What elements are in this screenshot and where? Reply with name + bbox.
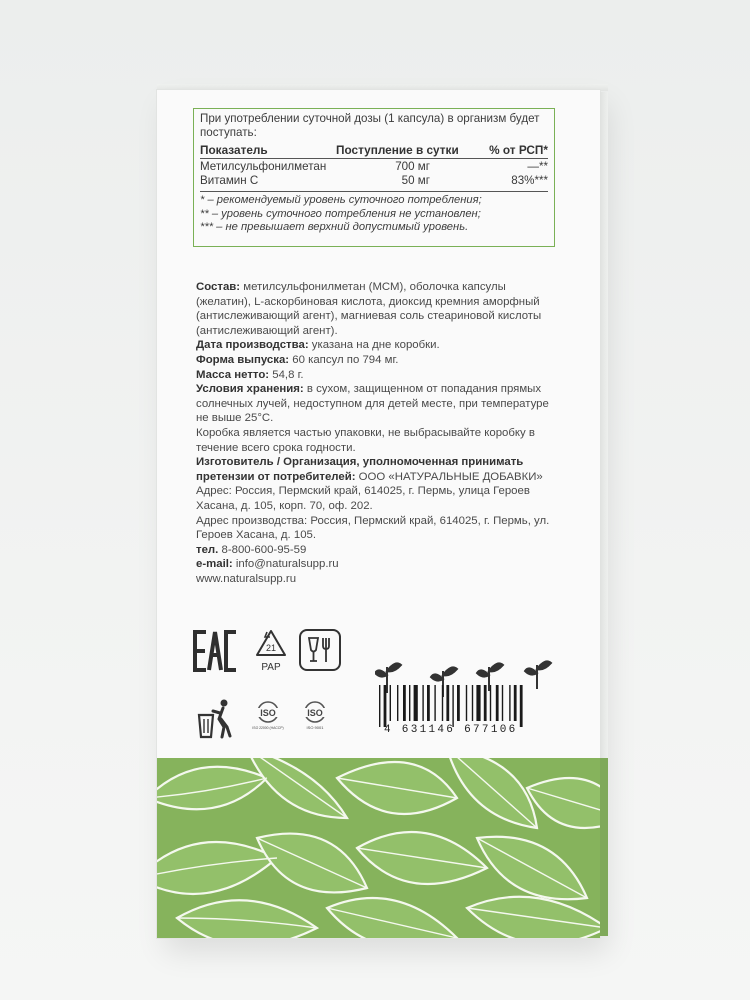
table-divider (200, 191, 548, 192)
phone-label: тел. (196, 543, 219, 556)
header-pct: % от РСП* (489, 143, 548, 157)
release-form (196, 353, 556, 368)
iso-9001-badge-icon (297, 700, 333, 736)
composition-label: Состав: (196, 281, 241, 293)
barcode-bar (457, 685, 460, 721)
barcode-bar (403, 685, 406, 721)
release-form-label: Форма выпуска: (196, 353, 290, 366)
iso1-top: ISO (260, 708, 276, 718)
website: www.naturalsupp.ru (196, 572, 297, 585)
net-mass (196, 368, 556, 383)
email-text: info@naturalsupp.ru (232, 558, 339, 571)
recycle-pap-icon (254, 628, 288, 676)
manufacturer-label: Изготовитель / Организация, уполномоченная принимать претензии от потребителей: (196, 456, 524, 483)
barcode-bar (427, 685, 430, 721)
phone-text: 8-800-600-95-59 (218, 543, 307, 556)
nutrition-intro: При употреблении суточной дозы (1 капсула) в организм будет поступать: (200, 112, 540, 139)
barcode-bar (409, 685, 410, 721)
barcode-bar (384, 685, 387, 727)
iso2-top: ISO (307, 708, 323, 718)
barcode-bar (379, 685, 380, 727)
storage-text: в сухом, защищенном от попадания прямых солнечных лучей, недоступном для детей месте, при температуре не выше 25°С. (196, 383, 549, 425)
net-mass-text: 54,8 г. (269, 368, 304, 381)
barcode-bar (509, 685, 510, 721)
barcode-bar (422, 685, 423, 721)
barcode-bar (414, 685, 418, 721)
barcode-bar (502, 685, 503, 721)
product-info (196, 280, 556, 586)
leaf-pattern-band (157, 758, 600, 938)
barcode-bar (452, 685, 453, 727)
manufacturer-text: ООО «НАТУРАЛЬНЫЕ ДОБАВКИ» (355, 470, 543, 483)
header-daily-intake: Поступление в сутки (336, 143, 459, 157)
barcode-bar (397, 685, 398, 721)
barcode-bar (472, 685, 473, 721)
barcode-bar (442, 685, 443, 721)
footnote: *** – не превышает верхний допустимый уровень. (200, 221, 469, 233)
iso1-bottom: ISO 22000 (HACCP) (252, 726, 284, 730)
address: Адрес: Россия, Пермский край, 614025, г. Пермь, улица Героев Хасана, д. 105, корп. 70, оф. 202. (196, 485, 530, 512)
composition-text: метилсульфонилметан (МСМ), оболочка капсулы (желатин), L-аскорбиновая кислота, диоксид кремния аморфный (антислеживающий агент), магниевая соль стеариновой кислоты (антислеживающий агент). (196, 281, 542, 337)
box-side-leaf-edge (600, 758, 608, 936)
nutrition-row (200, 174, 548, 188)
storage-label: Условия хранения: (196, 383, 304, 396)
barcode-bar (484, 685, 487, 721)
email (196, 557, 556, 572)
barcode-bar (476, 685, 480, 721)
barcode-bar (520, 685, 523, 727)
net-mass-label: Масса нетто: (196, 368, 270, 381)
phone (196, 543, 556, 558)
dispose-in-bin-icon (196, 697, 236, 739)
barcode-digits: 4 631146 677106 (384, 724, 518, 736)
email-label: e-mail: (196, 558, 233, 571)
manufacturer (196, 455, 556, 484)
row-name: Витамин С (200, 173, 259, 187)
table-divider (200, 158, 548, 159)
barcode-bar (390, 685, 391, 721)
eac-mark-icon (192, 628, 238, 674)
footnote: * – рекомендуемый уровень суточного потребления; (200, 194, 482, 206)
row-pct: 83%*** (511, 173, 548, 187)
recycle-number: 21 (265, 643, 277, 653)
box-note: Коробка является частью упаковки, не выбрасывайте коробку в течение всего срока годности. (196, 426, 535, 454)
nutrition-row (200, 160, 548, 174)
row-pct: —** (527, 160, 548, 173)
composition (196, 280, 556, 338)
food-contact-icon (298, 628, 342, 672)
header-indicator: Показатель (200, 143, 268, 157)
release-form-text: 60 капсул по 794 мг. (289, 353, 399, 366)
row-amount: 50 мг (401, 173, 430, 187)
iso-22000-badge-icon (250, 700, 286, 736)
barcode-bar (466, 685, 467, 721)
production-date (196, 338, 556, 353)
production-date-label: Дата производства: (196, 339, 309, 352)
nutrition-table (193, 108, 555, 247)
footnote: ** – уровень суточного потребления не установлен; (200, 207, 481, 220)
recycle-code: PAP (261, 662, 281, 673)
barcode-bar (490, 685, 491, 721)
barcode-bar (434, 685, 435, 721)
barcode-bar (496, 685, 499, 721)
barcode-bar (446, 685, 449, 721)
nutrition-header (200, 143, 548, 157)
leaf-pattern-icon (157, 758, 600, 938)
barcode-bar (514, 685, 517, 721)
row-name: Метилсульфонилметан (200, 160, 327, 173)
storage (196, 382, 556, 426)
production-address: Адрес производства: Россия, Пермский край, 614025, г. Пермь, ул. Героев Хасана, д. 105. (196, 514, 550, 542)
production-date-text: указана на дне коробки. (308, 339, 440, 352)
row-amount: 700 мг (395, 160, 430, 173)
iso2-bottom: ISO 9001 (306, 725, 324, 730)
